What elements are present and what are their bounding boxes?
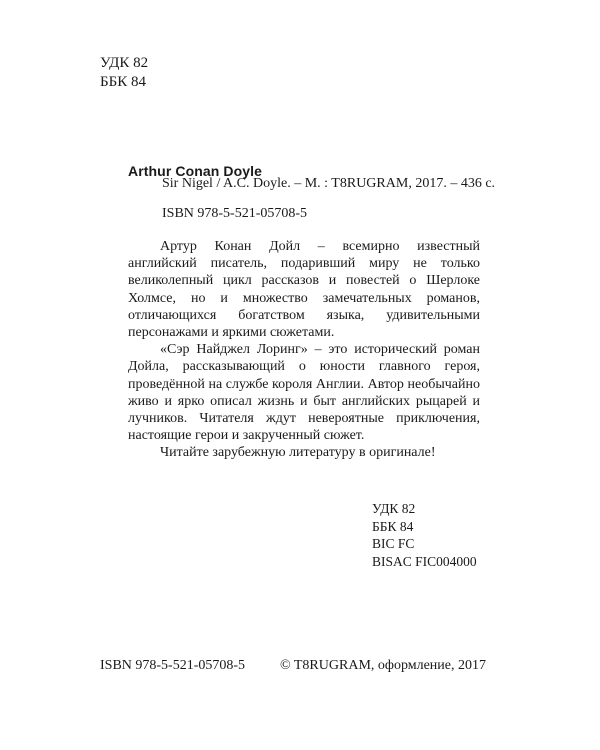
annotation-paragraph: «Сэр Найджел Лоринг» – это исторический роман Дойла, рассказывающий о юности главного героя, проведённой на службе короля Англии. Автор необычайно живо и ярко описал жизнь и быт английских рыцарей и лучников. Читателя ждут невероятные приключения, настоящие герои и закрученный сюжет. [128,342,480,444]
footer-copyright: © T8RUGRAM, оформление, 2017 [280,658,487,673]
author-name: Arthur Conan Doyle [128,163,263,179]
annotation-paragraph: Артур Конан Дойл – всемирно известный английский писатель, подаривший миру не только великолепный цикл рассказов и повестей о Шерлоке Холмсе, но и множество замечательных романов, отличающихся богатством языка, удивительными персонажами и яркими сюжетами. [128,239,480,341]
classification-udk: УДК 82 [372,501,416,516]
classification-bic: BIC FC [372,536,415,551]
header-udk: УДК 82 [100,55,149,71]
classification-bisac: BISAC FIC004000 [372,553,477,569]
annotation-paragraph: Читайте зарубежную литературу в оригинале! [160,445,436,461]
bibliographic-line: Sir Nigel / A.C. Doyle. – M. : T8RUGRAM, 2017. – 436 с. [162,176,496,191]
annotation [128,238,480,462]
isbn-main: ISBN 978-5-521-05708-5 [162,206,308,221]
classification-block [372,500,477,570]
classification-bbk: ББК 84 [372,518,414,534]
header-classification [100,54,148,92]
footer-isbn: ISBN 978-5-521-05708-5 [100,658,246,673]
header-bbk: ББК 84 [100,74,146,90]
